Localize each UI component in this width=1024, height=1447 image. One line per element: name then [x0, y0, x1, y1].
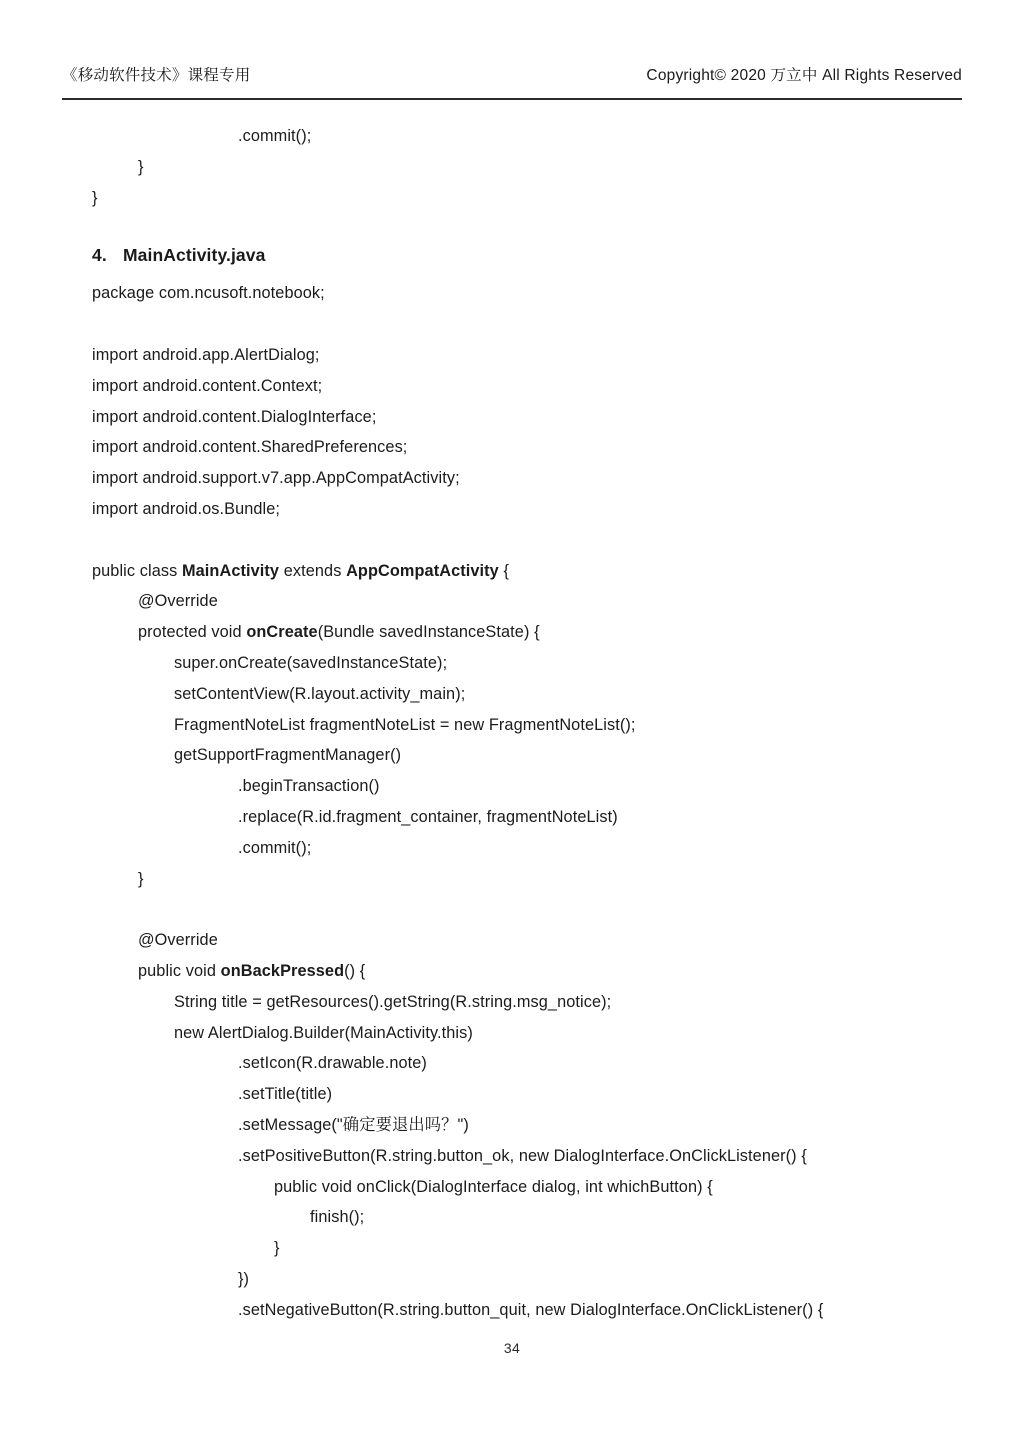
import-statement: import android.content.Context;: [92, 376, 323, 395]
class-declaration-suffix: {: [498, 561, 510, 580]
blank-line: [62, 894, 972, 925]
method-on-back-pressed: [62, 925, 972, 1325]
class-declaration-prefix: public class: [92, 561, 182, 580]
code-line: .beginTransaction(): [238, 777, 380, 796]
code-line: .setMessage("确定要退出吗？"): [238, 1115, 469, 1134]
package-statement: package com.ncusoft.notebook;: [92, 284, 325, 303]
import-block: [62, 340, 972, 525]
import-statement: import android.content.DialogInterface;: [92, 407, 377, 426]
method-name: onCreate: [246, 623, 318, 642]
method-name: onBackPressed: [220, 961, 345, 980]
blank-line: [62, 309, 972, 340]
method-modifiers: protected void: [138, 623, 247, 642]
blank-line: [62, 525, 972, 556]
method-params: (Bundle savedInstanceState) {: [317, 623, 540, 642]
override-annotation: @Override: [138, 931, 218, 950]
import-statement: import android.support.v7.app.AppCompatActivity;: [92, 469, 460, 488]
method-params: () {: [344, 961, 366, 980]
page-header: [62, 66, 962, 102]
import-statement: import android.os.Bundle;: [92, 499, 281, 518]
class-name: MainActivity: [181, 561, 280, 580]
code-line: }): [238, 1269, 250, 1288]
section-number: 4.: [92, 245, 107, 266]
page-footer: [0, 1340, 1024, 1356]
header-divider-rule: [62, 98, 962, 100]
code-line: finish();: [310, 1208, 365, 1227]
code-line: }: [138, 869, 144, 888]
section-heading: [62, 245, 972, 266]
code-line: public void onClick(DialogInterface dialog, int whichButton) {: [274, 1177, 713, 1196]
method-signature-on-back-pressed: [62, 956, 972, 987]
code-line: .setNegativeButton(R.string.button_quit, new DialogInterface.OnClickListener() {: [238, 1300, 824, 1319]
page-number: 34: [503, 1340, 521, 1356]
code-line: .commit();: [238, 838, 312, 857]
code-line: String title = getResources().getString(R.string.msg_notice);: [174, 992, 612, 1011]
section-title: MainActivity.java: [123, 245, 266, 266]
extends-keyword: extends: [279, 561, 347, 580]
import-statement: import android.app.AlertDialog;: [92, 345, 320, 364]
code-line: new AlertDialog.Builder(MainActivity.this): [174, 1023, 473, 1042]
override-annotation: @Override: [138, 592, 218, 611]
class-declaration: [62, 556, 972, 587]
code-line: .replace(R.id.fragment_container, fragmentNoteList): [238, 807, 618, 826]
code-line: FragmentNoteList fragmentNoteList = new FragmentNoteList();: [174, 715, 636, 734]
spacer: [62, 213, 972, 227]
header-copyright: Copyright© 2020 万立中 All Rights Reserved: [646, 67, 962, 84]
code-line: setContentView(R.layout.activity_main);: [174, 684, 466, 703]
code-line: }: [92, 188, 98, 207]
code-line: .setIcon(R.drawable.note): [238, 1054, 427, 1073]
code-line: super.onCreate(savedInstanceState);: [174, 653, 448, 672]
header-course-label: 《移动软件技术》课程专用: [62, 67, 251, 84]
import-statement: import android.content.SharedPreferences;: [92, 438, 408, 457]
super-class-name: AppCompatActivity: [346, 561, 499, 580]
method-on-create: [62, 586, 972, 894]
code-line: .commit();: [238, 127, 312, 145]
code-line: }: [138, 157, 144, 176]
code-line: .setPositiveButton(R.string.button_ok, new DialogInterface.OnClickListener() {: [238, 1146, 807, 1165]
method-modifiers: public void: [138, 961, 221, 980]
code-line: .setTitle(title): [238, 1085, 333, 1104]
document-body: [62, 121, 972, 1325]
code-line: getSupportFragmentManager(): [174, 746, 402, 765]
code-line: }: [274, 1239, 280, 1258]
method-signature-on-create: [62, 617, 972, 648]
code-block-continuation: [62, 121, 972, 213]
